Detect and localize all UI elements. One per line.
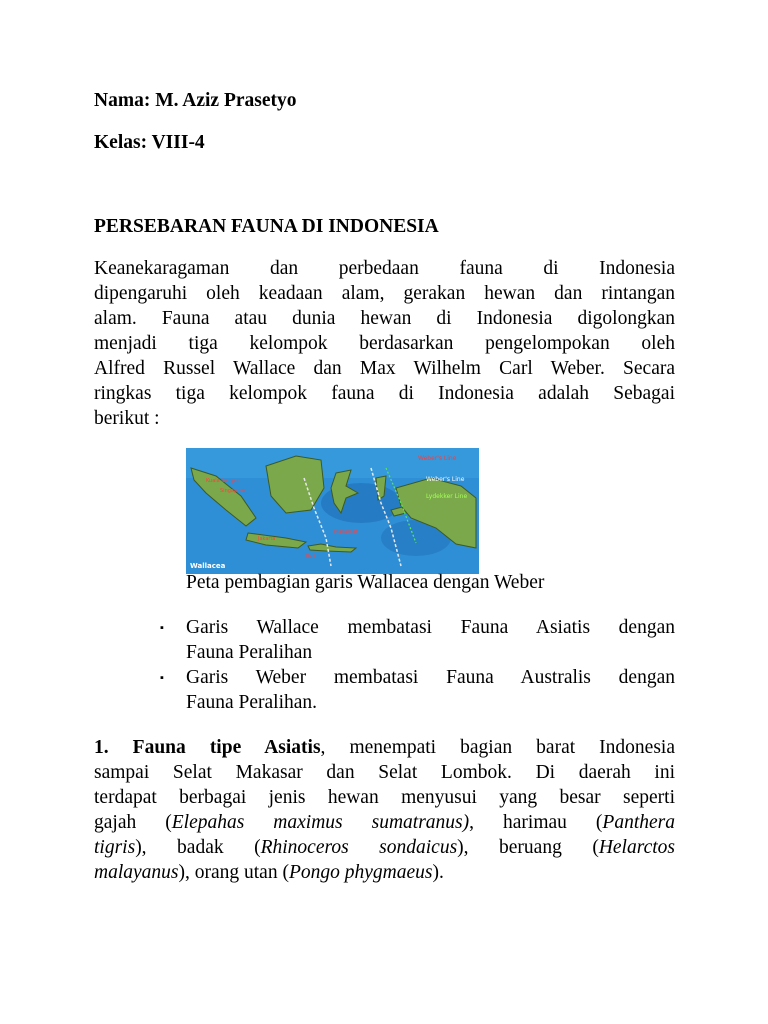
section-asiatis <box>94 735 675 885</box>
intro-line-7: berikut : <box>94 408 160 429</box>
bullet-1-line-2: Fauna Peralihan <box>186 642 313 663</box>
species-elephant: Elepahas maximus sumatranus) <box>171 812 470 833</box>
student-class: Kelas: VIII-4 <box>94 132 205 153</box>
student-name: Nama: M. Aziz Prasetyo <box>94 90 297 111</box>
species-tiger-cont: tigris <box>94 837 136 858</box>
bullet-1-line-1: Garis Wallace membatasi Fauna Asiatis dengan <box>186 617 675 638</box>
map-label-kuala: Kuala Lumpur <box>206 478 241 484</box>
map-label-bali: Bali <box>306 554 316 560</box>
map-label-makassar: Makassar <box>334 529 358 535</box>
wallacea-weber-map <box>186 448 479 574</box>
section-line-6 <box>94 860 675 885</box>
section-text: , harimau ( <box>469 812 603 833</box>
map-label-jakarta: Jakarta <box>258 536 276 542</box>
section-text: , menempati bagian barat Indonesia <box>320 737 675 758</box>
species-bear-cont: malayanus <box>94 862 179 883</box>
intro-line-4: menjadi tiga kelompok berdasarkan pengelompokan oleh <box>94 333 675 354</box>
section-line-2: sampai Selat Makasar dan Selat Lombok. Di daerah ini <box>94 762 675 783</box>
section-text: gajah ( <box>94 812 172 833</box>
legend-lydekker-label: Lydekker Line <box>426 493 468 500</box>
map-caption: Peta pembagian garis Wallacea dengan Weber <box>186 572 545 593</box>
intro-line-2: dipengaruhi oleh keadaan alam, gerakan hewan dan rintangan <box>94 283 675 304</box>
section-line-1 <box>94 735 675 760</box>
section-heading: 1. Fauna tipe Asiatis <box>94 737 321 758</box>
map-label-singapore: Singapore <box>220 488 246 494</box>
bullet-marker: ▪ <box>160 672 164 684</box>
species-bear: Helarctos <box>598 837 675 858</box>
section-line-3: terdapat berbagai jenis hewan menyusui yang besar seperti <box>94 787 675 808</box>
legend-weber-label: Weber's Line <box>426 476 465 483</box>
species-rhino: Rhinoceros sondaicus <box>260 837 458 858</box>
section-text: ), beruang ( <box>457 837 599 858</box>
bullet-2-line-2: Fauna Peralihan. <box>186 692 318 713</box>
species-orangutan: Pongo phygmaeus <box>288 862 433 883</box>
section-text: ). <box>432 862 444 883</box>
intro-line-3: alam. Fauna atau dunia hewan di Indonesia digolongkan <box>94 308 675 329</box>
intro-line-6: ringkas tiga kelompok fauna di Indonesia adalah Sebagai <box>94 383 675 404</box>
legend-weber-line-label: Weber's Line <box>418 455 457 462</box>
bullet-marker: ▪ <box>160 622 164 634</box>
intro-line-1: Keanekaragaman dan perbedaan fauna di Indonesia <box>94 258 675 279</box>
species-tiger: Panthera <box>602 812 675 833</box>
section-line-5 <box>94 835 675 860</box>
section-line-4 <box>94 810 675 835</box>
section-text: ), orang utan ( <box>178 862 289 883</box>
bullet-2-line-1: Garis Weber membatasi Fauna Australis dengan <box>186 667 675 688</box>
section-text: ), badak ( <box>135 837 261 858</box>
document-title: PERSEBARAN FAUNA DI INDONESIA <box>94 216 439 237</box>
map-label-wallacea: Wallacea <box>190 562 226 570</box>
intro-line-5: Alfred Russel Wallace dan Max Wilhelm Carl Weber. Secara <box>94 358 675 379</box>
